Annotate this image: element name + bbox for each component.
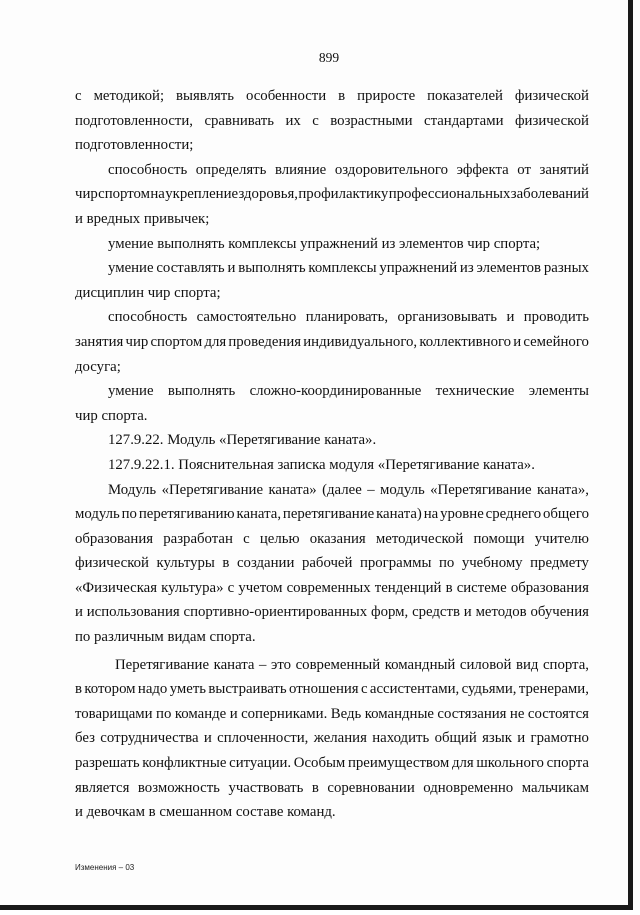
word: коллективного — [419, 333, 512, 350]
word: технические — [435, 383, 515, 400]
word: уровне — [440, 506, 484, 523]
word: общий — [434, 730, 477, 747]
footer-note: Изменения – 03 — [75, 863, 135, 872]
word: способность — [108, 309, 188, 326]
word: тренерами, — [518, 681, 589, 698]
text-line — [75, 379, 589, 404]
word: в — [311, 779, 319, 796]
word: командный — [384, 656, 456, 673]
word: комплексы — [308, 260, 377, 277]
word: элементов — [476, 260, 542, 277]
word: и — [75, 604, 83, 621]
word: умение — [108, 383, 154, 400]
word: выстраивать — [208, 681, 287, 698]
word: разных — [543, 260, 589, 277]
word: команде — [174, 705, 227, 722]
word: в — [445, 579, 453, 596]
word: средств — [412, 604, 460, 621]
word: от — [517, 161, 531, 178]
text-line: чир спорта. — [75, 407, 148, 424]
word: уметь — [169, 681, 207, 698]
word: «Перетягивание — [161, 481, 264, 498]
word: спортом — [98, 186, 150, 203]
word: это — [271, 656, 292, 673]
word: вид — [515, 656, 539, 673]
word: методикой; — [93, 88, 165, 104]
word: с — [360, 681, 368, 698]
word: физической — [514, 112, 589, 129]
word: выполнять — [238, 260, 306, 277]
word: состязания — [437, 705, 507, 722]
text-line — [75, 109, 589, 134]
word: программы — [359, 555, 432, 572]
word: проводить — [523, 309, 589, 326]
word: ситуации. — [229, 755, 292, 772]
text-line: и вредных привычек; — [75, 210, 210, 227]
word: ассистентами, — [369, 681, 460, 698]
word: выполнять — [167, 383, 236, 400]
word: стандартами — [424, 112, 504, 129]
word: семейного — [523, 333, 589, 350]
word: котором — [84, 681, 136, 698]
word: современный — [295, 656, 381, 673]
word: товарищами — [75, 705, 153, 722]
text-line — [75, 653, 589, 678]
word: каната) — [376, 506, 422, 523]
word: укрепление — [165, 186, 239, 203]
word: здоровья, — [238, 186, 298, 203]
word: возрастными — [330, 112, 413, 129]
text-line — [75, 256, 589, 281]
text-line — [75, 158, 589, 183]
word: по — [121, 506, 137, 523]
word: использования — [86, 604, 180, 621]
word: особенности — [245, 88, 327, 104]
word: физической — [514, 88, 589, 104]
word: современных — [286, 579, 371, 596]
text-line — [75, 305, 589, 330]
word: язык — [482, 730, 512, 747]
word: в — [338, 88, 346, 104]
text-line: 127.9.22. Модуль «Перетягивание каната». — [108, 432, 377, 449]
word: культура» — [161, 579, 224, 596]
text-line: подготовленности; — [75, 137, 194, 154]
word: чир — [125, 333, 149, 350]
word: в — [222, 555, 230, 572]
text-line: по различным видам спорта. — [75, 629, 256, 646]
word: грамотно — [530, 730, 589, 747]
word: проведения — [228, 333, 302, 350]
word: участвовать — [228, 779, 304, 796]
word: – — [259, 656, 267, 673]
word: Модуль — [108, 481, 157, 498]
word: преимуществом — [347, 755, 450, 772]
text-line — [75, 600, 589, 625]
word: профессиональных — [388, 186, 511, 203]
word: их — [285, 112, 301, 129]
text-line — [75, 182, 589, 207]
text-line — [75, 726, 589, 751]
text-line — [75, 776, 589, 801]
word: сравнивать — [204, 112, 275, 129]
word: составлять — [156, 260, 225, 277]
text-line: дисциплин чир спорта; — [75, 284, 221, 301]
text-line — [75, 502, 589, 527]
word: по — [156, 705, 172, 722]
word: занятия — [75, 333, 124, 350]
word: оздоровительного — [334, 161, 448, 178]
word: самостоятельно — [196, 309, 297, 326]
word: сложно-координированные — [249, 383, 422, 400]
word: эффекта — [456, 161, 509, 178]
word: находить — [372, 730, 430, 747]
word: индивидуального, — [303, 333, 418, 350]
text-line: 127.9.22.1. Пояснительная записка модуля «Перетягивание каната». — [108, 456, 535, 473]
word: без — [75, 730, 95, 747]
word: командные — [364, 705, 434, 722]
word: среднего — [485, 506, 542, 523]
word: модуль — [380, 481, 425, 498]
word: модуль — [75, 506, 120, 523]
word: (далее — [322, 481, 362, 498]
word: «Физическая — [75, 579, 158, 596]
word: учебному — [461, 555, 523, 572]
word: умение — [108, 260, 154, 277]
word: мальчикам — [521, 779, 589, 796]
word: форм, — [370, 604, 409, 621]
word: одновременно — [423, 779, 514, 796]
text-line: досуга; — [75, 358, 121, 375]
word: методов — [475, 604, 527, 621]
word: методической — [375, 530, 464, 547]
word: по — [438, 555, 455, 572]
word: учетом — [238, 579, 283, 596]
word: на — [150, 186, 165, 203]
word: не — [509, 705, 525, 722]
word: соревновании — [327, 779, 415, 796]
word: обучения — [530, 604, 589, 621]
word: конфликтные — [142, 755, 227, 772]
word: желания — [313, 730, 367, 747]
word: разработан — [163, 530, 233, 547]
word: из — [459, 260, 474, 277]
text-line: умение выполнять комплексы упражнений из элементов чир спорта; — [108, 235, 541, 252]
word: спорта — [546, 755, 589, 772]
text-line: и девочкам в смешанном составе команд. — [75, 804, 336, 821]
word: Перетягивание — [115, 656, 210, 673]
word: системе — [456, 579, 507, 596]
word: для — [204, 333, 227, 350]
word: рабочей — [301, 555, 353, 572]
word: тенденций — [374, 579, 442, 596]
word: подготовленности, — [75, 112, 193, 129]
word: силовой — [459, 656, 512, 673]
word: Ведь — [330, 705, 362, 722]
word: способность — [108, 161, 188, 178]
word: с — [243, 530, 250, 547]
word: каната, — [236, 506, 282, 523]
word: и — [229, 705, 238, 722]
word: и — [506, 309, 515, 326]
word: «Перетягивание — [430, 481, 532, 498]
word: учителю — [534, 530, 589, 547]
word: упражнений — [379, 260, 458, 277]
word: с — [75, 88, 82, 104]
word: школьного — [476, 755, 544, 772]
word: с — [227, 579, 235, 596]
word: Особым — [293, 755, 346, 772]
word: элементы — [528, 383, 589, 400]
word: каната» — [268, 481, 317, 498]
word: приросте — [357, 88, 416, 104]
word: в — [75, 681, 82, 698]
word: занятий — [539, 161, 589, 178]
text-line — [75, 677, 589, 702]
word: спорта, — [542, 656, 589, 673]
word: состоятся — [527, 705, 589, 722]
word: сотрудничества — [100, 730, 199, 747]
word: и — [203, 730, 212, 747]
word: организовывать — [397, 309, 498, 326]
word: помощи — [473, 530, 525, 547]
text-line — [75, 527, 589, 552]
word: создании — [236, 555, 295, 572]
word: показателей — [427, 88, 503, 104]
word: предмету — [530, 555, 589, 572]
word: культуры — [156, 555, 215, 572]
word: возможность — [137, 779, 220, 796]
word: чир — [75, 186, 98, 203]
word: определять — [195, 161, 267, 178]
word: перетягивание — [282, 506, 375, 523]
text-line — [75, 84, 589, 109]
word: образования — [510, 579, 589, 596]
word: целью — [259, 530, 300, 547]
word: перетягиванию — [138, 506, 235, 523]
word: сплоченности, — [217, 730, 309, 747]
text-line — [75, 702, 589, 727]
text-line — [75, 330, 589, 355]
word: профилактику — [298, 186, 389, 203]
word: общего — [542, 506, 589, 523]
word: и — [513, 333, 522, 350]
word: физической — [75, 555, 149, 572]
text-line — [75, 551, 589, 576]
body-text — [75, 84, 589, 825]
word: соперниками. — [241, 705, 328, 722]
word: судьями, — [461, 681, 517, 698]
word: с — [312, 112, 319, 129]
word: отношения — [289, 681, 359, 698]
word: и — [517, 730, 526, 747]
word: влияние — [274, 161, 327, 178]
word: для — [451, 755, 474, 772]
word: выявлять — [176, 88, 234, 104]
word: оказания — [309, 530, 366, 547]
word: на — [423, 506, 439, 523]
word: заболеваний — [510, 186, 589, 203]
word: образования — [75, 530, 154, 547]
word: и — [227, 260, 236, 277]
word: спортом — [150, 333, 203, 350]
word: планировать, — [305, 309, 389, 326]
page-number: 899 — [318, 50, 340, 65]
word: разрешать — [75, 755, 140, 772]
word: – — [367, 481, 375, 498]
word: и — [463, 604, 472, 621]
text-line — [75, 576, 589, 601]
word: надо — [137, 681, 168, 698]
word: спортивно-ориентированных — [183, 604, 368, 621]
text-line — [75, 478, 589, 503]
word: является — [75, 779, 130, 796]
word: каната», — [537, 481, 589, 498]
word: каната — [213, 656, 255, 673]
text-line — [75, 751, 589, 776]
